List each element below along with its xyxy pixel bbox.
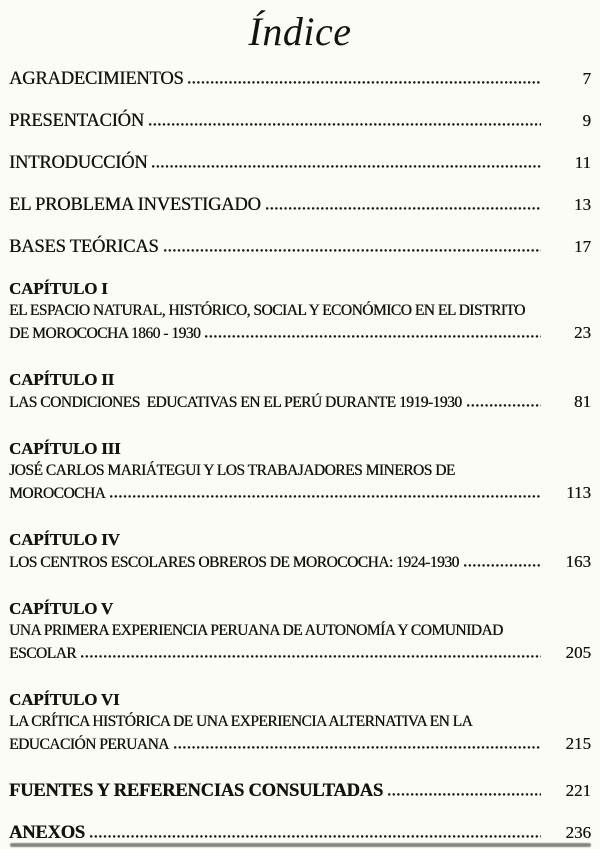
entry-line (9, 822, 591, 844)
entry-line (9, 460, 591, 482)
entry-line (9, 194, 591, 216)
page-number: 163 (565, 552, 591, 571)
page-number: 205 (565, 643, 591, 662)
entry-line (9, 68, 591, 90)
page-number: 11 (574, 153, 591, 172)
toc-entry (9, 780, 591, 802)
entry-title-text: EDUCACIÓN PERUANA (9, 736, 169, 753)
entry-line (9, 780, 591, 802)
dot-leader (81, 655, 541, 658)
entry-title-text: AGRADECIMIENTOS (9, 69, 184, 89)
toc-entry (9, 194, 591, 216)
entry-line (9, 110, 591, 132)
chapter-heading: CAPÍTULO VI (9, 690, 120, 709)
entry-title-text: INTRODUCCIÓN (9, 153, 148, 173)
entry-title-text: BASES TEÓRICAS (9, 237, 159, 257)
toc-entry (9, 822, 591, 844)
chapter-heading: CAPÍTULO I (9, 279, 108, 298)
entry-title-text: PRESENTACIÓN (9, 111, 144, 131)
entry-line (9, 733, 591, 756)
page-number: 9 (582, 111, 591, 130)
entry-title-text: LAS CONDICIONES EDUCATIVAS EN EL PERÚ DURANTE 1919-1930 (9, 394, 462, 411)
chapter-heading: CAPÍTULO II (9, 370, 115, 389)
dot-leader (90, 835, 541, 838)
page-number: 81 (574, 392, 591, 411)
dot-leader (266, 207, 541, 210)
entry-title-text: JOSÉ CARLOS MARIÁTEGUI Y LOS TRABAJADORES MINEROS DE (9, 462, 455, 479)
toc-entry (9, 68, 591, 90)
entry-title-text: FUENTES Y REFERENCIAS CONSULTADAS (9, 781, 383, 801)
entry-title-text: ANEXOS (9, 823, 85, 843)
dot-leader (464, 564, 541, 567)
entry-line (9, 620, 591, 642)
entry-title-text: LOS CENTROS ESCOLARES OBREROS DE MOROCOCHA: 1924-1930 (9, 554, 459, 571)
entry-title-text: DE MOROCOCHA 1860 - 1930 (9, 325, 201, 342)
entry-line (9, 551, 591, 574)
entry-line (9, 236, 591, 258)
page-number: 13 (574, 195, 591, 214)
toc-list (9, 68, 591, 844)
page-number: 113 (566, 483, 591, 502)
page-number: 221 (565, 781, 591, 800)
toc-chapter-entry (9, 369, 591, 414)
entry-line (9, 642, 591, 665)
entry-line (9, 322, 591, 345)
toc-entry (9, 110, 591, 132)
entry-title-text: ESCOLAR (9, 645, 77, 662)
chapter-heading: CAPÍTULO IV (9, 530, 120, 549)
entry-title-text: UNA PRIMERA EXPERIENCIA PERUANA DE AUTONOMÍA Y COMUNIDAD (9, 622, 503, 639)
dot-leader (467, 404, 542, 407)
toc-chapter-entry (9, 438, 591, 505)
entry-title-text: EL ESPACIO NATURAL, HISTÓRICO, SOCIAL Y ECONÓMICO EN EL DISTRITO (9, 302, 525, 319)
dot-leader (174, 746, 541, 749)
dot-leader (110, 495, 541, 498)
dot-leader (388, 793, 541, 796)
entry-line (9, 152, 591, 174)
dot-leader (152, 165, 541, 168)
page-number: 236 (565, 823, 591, 842)
entry-title-text: MOROCOCHA (9, 485, 106, 502)
toc-entry (9, 152, 591, 174)
toc-chapter-entry (9, 529, 591, 574)
toc-chapter-entry (9, 598, 591, 665)
dot-leader (149, 123, 541, 126)
entry-line (9, 711, 591, 733)
page-title: Índice (248, 9, 352, 54)
dot-leader (205, 335, 541, 338)
toc-chapter-entry (9, 278, 591, 345)
entry-line (9, 300, 591, 322)
scan-artifact-bar (10, 843, 591, 847)
page-number: 215 (565, 734, 591, 753)
page-number: 17 (574, 237, 591, 256)
entry-title-text: LA CRÍTICA HISTÓRICA DE UNA EXPERIENCIA ALTERNATIVA EN LA (9, 713, 473, 730)
chapter-heading: CAPÍTULO V (9, 599, 113, 618)
chapter-heading: CAPÍTULO III (9, 439, 121, 458)
dot-leader (164, 249, 541, 252)
page-number: 23 (574, 323, 591, 342)
entry-title-text: EL PROBLEMA INVESTIGADO (9, 195, 261, 215)
dot-leader (188, 81, 541, 84)
entry-line (9, 391, 591, 414)
toc-entry (9, 236, 591, 258)
page-number: 7 (582, 69, 591, 88)
entry-line (9, 482, 591, 505)
toc-chapter-entry (9, 689, 591, 756)
